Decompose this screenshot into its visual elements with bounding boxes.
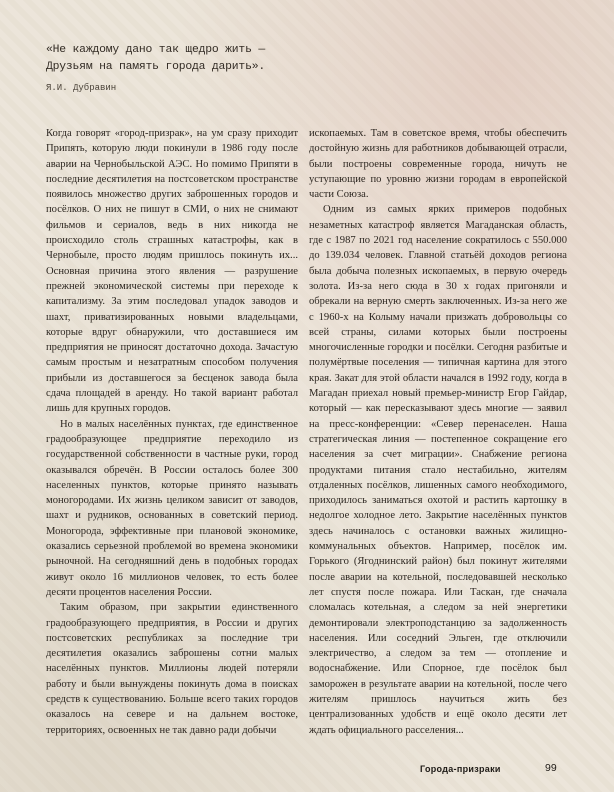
left-paragraph-2: Но в малых населённых пунктах, где единственное градообразующее предприятие переходило из государственной собственности в частные руки, город оказывался обречён. В России осталось более 300 населенных пунктов, которые принято называть моногородами. Их жизнь целиком зависит от заводов, шахт и рудников, основанных в советский период. Моногорода, эффективные при плановой экономике, оказались серьезной проблемой во времена экономики рыночной. На сегодняшний день в подобных городах живут около 16 миллионов человек, то есть более десяти процентов населения России. xyxy=(46,418,298,598)
epigraph-line-1: «Не каждому дано так щедро жить — xyxy=(46,44,265,56)
running-footer-section: Города-призраки xyxy=(420,764,501,774)
epigraph xyxy=(46,42,346,95)
left-paragraph-3: Таким образом, при закрытии единственного градообразующего предприятия, в России и других постсоветских республиках за последние три десятилетия оказались заброшены сотни малых населённых пунктов. Миллионы людей потеряли работу и были вынуждены покинуть дома в поисках средств к существованию. Больше всего таких городов оказалось на севере и на дальнем востоке, территориях, освоенных не так давно ради добычи xyxy=(46,602,298,736)
page-number: 99 xyxy=(545,762,557,774)
right-paragraph-1: ископаемых. Там в советское время, чтобы обеспечить достойную жизнь для работников добывающей отрасли, были построены современные города, ничуть не уступающие по уровню жизни городам в европейской части Союза. xyxy=(309,128,567,201)
right-column xyxy=(309,126,567,738)
left-column xyxy=(46,126,298,738)
left-paragraph-1: Когда говорят «город-призрак», на ум сразу приходит Припять, которую люди покинули в 1986 году после аварии на Чернобыльской АЭС. Но помимо Припяти в последние десятилетия на постсоветском пространстве появилось множество других заброшенных городов и посёлков. О них не пишут в СМИ, о них не снимают фильмов и сериалов, ведь в них никогда не происходило столь страшных катастрофы, как в Чернобыле, просто людям пришлось покинуть их... Основная причина этого явления — разрушение прежней экономической системы при переходе к капитализму. За этим последовал упадок заводов и шахт, приватизированных новыми владельцами, которые вдруг обнаружили, что доставшиеся им предприятия не приносят достаточно дохода. Зачастую самым простым и незатратным способом получения прибыли из доставшегося за бесценок завода была сдача площадей в аренду. Но такой вариант работал лишь для крупных городов. xyxy=(46,128,298,415)
epigraph-author: Я.И. Дубравин xyxy=(46,83,117,93)
epigraph-line-2: Друзьям на память города дарить». xyxy=(46,61,265,73)
right-paragraph-2: Одним из самых ярких примеров подобных незаметных катастроф является Магаданская область, где с 1987 по 2021 год население сократилось с 550.000 до 139.034 человек. Главной статьёй доходов региона была добыча полезных ископаемых, в первую очередь золота. Из-за него сюда в 30 х годах пригоняли и обрекали на верную смерть заключенных. Из-за него же с 1960-х на Колыму начали призжать добровольцы со всей страны, силами которых были построены многочисленные городки и посёлки. Сегодня разбитые и полумёртвые поселения — типичная картина для этого края. Закат для этой области начался в 1992 году, когда в Магадан приехал новый премьер-министр Егор Гайдар, который — как пересказывают здесь многие — заявил на пресс-конференции: «Север перенаселен. Наша стратегическая линия — постепенное сокращение его населения за счет миграции». Снабжение региона продуктами питания стало нестабильно, жителям отдаленных посёлков, лишенных самого необходимого, приходилось заниматься охотой и растить картошку в недолгое холодное лето. Закрытие населённых пунктов здесь начиналось с остановки важных жилищно-коммунальных объектов. Например, посёлок им. Горького (Ягоднинский район) был покинут жителями после аварии на котельной, последовавшей несколько лет спустя после пожара. Или Таскан, где сначала сломалась котельная, а следом за ней энергетики демонтировали электроподстанцию за задолженность населения. Или соседний Эльген, где отключили электричество, а следом за тем — отопление и водоснабжение. Или Спорное, где посёлок был заморожен в результате аварии на котельной, после чего жителям пришлось научиться жить без централизованных удобств и ещё около десяти лет ждать официального расселения... xyxy=(309,204,567,736)
